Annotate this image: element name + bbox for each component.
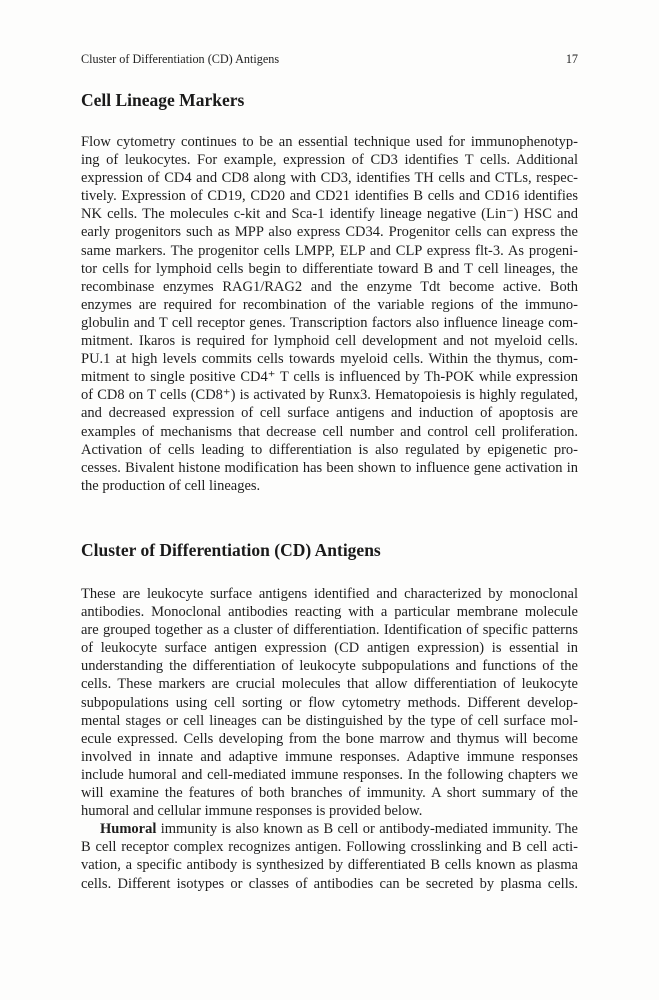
text-line: B cell receptor complex recognizes antigen. Following crosslinking and B cell acti-	[81, 839, 578, 856]
text-line: tively. Expression of CD19, CD20 and CD21 identifies B cells and CD16 identifies	[81, 188, 578, 205]
text-line: mitment to single positive CD4⁺ T cells is influenced by Th-POK while expression	[81, 369, 578, 386]
text-line: Flow cytometry continues to be an essential technique used for immunophenotyp-	[81, 134, 578, 150]
humoral-first-line-text: immunity is also known as B cell or antibody-mediated immunity. The	[156, 821, 578, 838]
text-line: cells. Different isotypes or classes of antibodies can be secreted by plasma cells.	[81, 875, 578, 892]
text-line: PU.1 at high levels commits cells towards myeloid cells. Within the thymus, com-	[81, 351, 578, 368]
text-line: NK cells. The molecules c-kit and Sca-1 identify lineage negative (Lin⁻) HSC and	[81, 206, 578, 223]
text-line: understanding the differentiation of leukocyte subpopulations and functions of the	[81, 658, 578, 675]
humoral-paragraph-first-line	[81, 820, 578, 838]
text-line: enzymes are required for recombination of the variable regions of the immuno-	[81, 296, 578, 313]
text-line: globulin and T cell receptor genes. Transcription factors also influence lineage com-	[81, 314, 578, 331]
text-line: tor cells for lymphoid cells begin to differentiate toward B and T cell lineages, the	[81, 260, 578, 277]
text-line: include humoral and cell-mediated immune responses. In the following chapters we	[81, 766, 578, 783]
text-line: expression of CD4 and CD8 along with CD3, identifies TH cells and CTLs, respec-	[81, 170, 578, 187]
section-heading-cell-lineage-markers: Cell Lineage Markers	[81, 90, 245, 110]
running-title: Cluster of Differentiation (CD) Antigens	[81, 52, 280, 66]
text-line: ecule expressed. Cells developing from the bone marrow and thymus will become	[81, 730, 578, 747]
text-line: These are leukocyte surface antigens identified and characterized by monoclonal	[81, 586, 578, 602]
text-line: Activation of cells leading to differentiation is also regulated by epigenetic pro-	[81, 441, 578, 458]
text-line: and decreased expression of cell surface antigens and induction of apoptosis are	[81, 405, 578, 422]
text-line: mitment. Ikaros is required for lymphoid cell development and not myeloid cells.	[81, 333, 578, 350]
text-line: examples of mechanisms that decrease cell number and control cell proliferation.	[81, 423, 578, 440]
text-line: antibodies. Monoclonal antibodies reacting with a particular membrane molecule	[81, 604, 578, 621]
text-line: the production of cell lineages.	[81, 477, 261, 494]
text-line: involved in innate and adaptive immune responses. Adaptive immune responses	[81, 748, 578, 765]
paragraph-cd-antigens	[81, 585, 578, 893]
text-line: subpopulations using cell sorting or flow cytometry methods. Different develop-	[81, 694, 578, 711]
text-line: ing of leukocytes. For example, expression of CD3 identifies T cells. Additional	[81, 152, 578, 169]
text-line: same markers. The progenitor cells LMPP, ELP and CLP express flt-3. As progeni-	[81, 242, 578, 259]
text-line: mental stages or cell lineages can be distinguished by the type of cell surface mol-	[81, 712, 578, 729]
text-line: humoral and cellular immune responses is provided below.	[81, 803, 423, 820]
humoral-term: Humoral	[100, 821, 157, 838]
text-line: of CD8 on T cells (CD8⁺) is activated by Runx3. Hematopoiesis is highly regulated,	[81, 387, 578, 404]
text-line: of leukocyte surface antigen expression (CD antigen expression) is essential in	[81, 640, 578, 657]
text-line: cesses. Bivalent histone modification has been shown to influence gene activation in	[81, 459, 578, 476]
text-line: will examine the features of both branches of immunity. A short summary of the	[81, 785, 578, 802]
page-number: 17	[565, 52, 578, 66]
text-line: are grouped together as a cluster of differentiation. Identification of specific patterns	[81, 622, 578, 639]
text-line: early progenitors such as MPP also express CD34. Progenitor cells can express the	[81, 224, 578, 241]
text-line: recombinase enzymes RAG1/RAG2 and the enzyme Tdt become active. Both	[81, 278, 578, 295]
section-heading-cd-antigens: Cluster of Differentiation (CD) Antigens	[81, 540, 381, 560]
text-line: cells. These markers are crucial molecules that allow differentiation of leukocyte	[81, 676, 578, 693]
paragraph-cell-lineage-markers	[81, 133, 578, 495]
text-line: vation, a specific antibody is synthesized by differentiated B cells known as plasma	[81, 857, 578, 874]
